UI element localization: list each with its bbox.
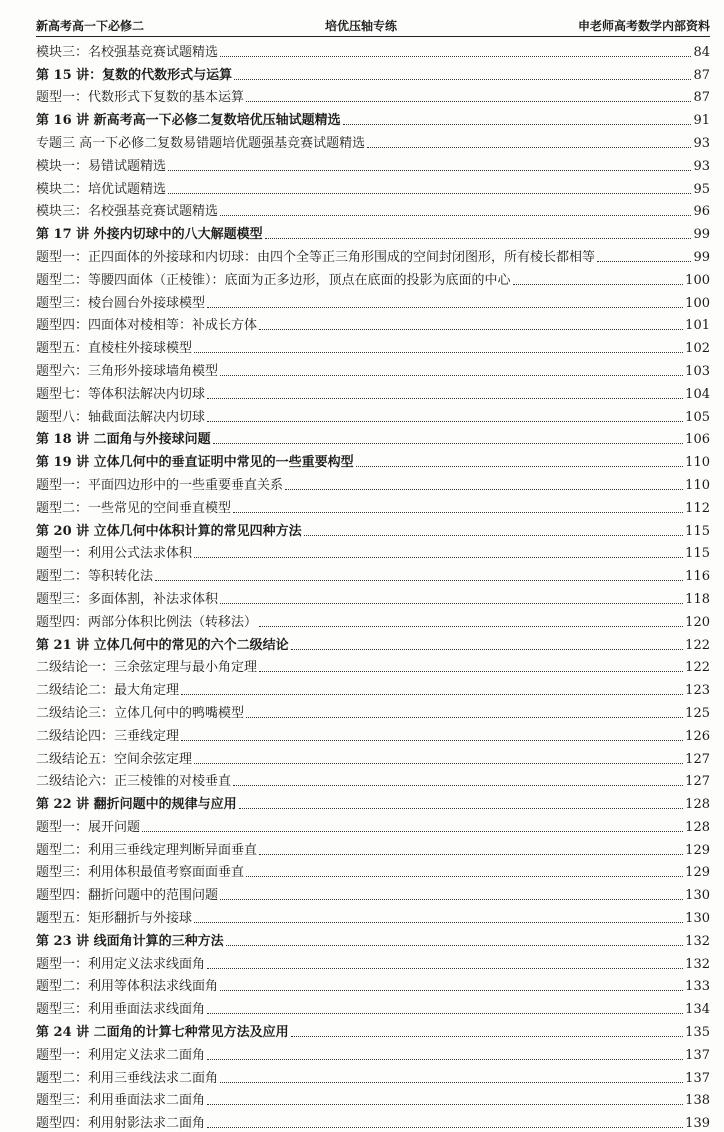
dot-leader [220,215,691,216]
toc-item-row[interactable] [36,312,710,335]
dot-leader [207,968,683,969]
dot-leader [285,489,683,490]
toc-item-row[interactable] [36,836,710,859]
toc-item-row[interactable] [36,38,710,61]
toc-page-number: 132 [685,933,710,949]
toc-page-number: 100 [685,272,710,288]
toc-entry-title: 题型六：三角形外接球墙角模型 [36,363,219,379]
toc-entry-title: 模块一：易错试题精选 [36,158,167,174]
toc-lecture-row[interactable] [36,517,710,540]
toc-entry-title: 题型八：轴截面法解决内切球 [36,409,206,425]
toc-page-number: 87 [693,67,710,83]
toc-item-row[interactable] [36,973,710,996]
toc-entry-title: 第 17 讲 外接内切球中的八大解题模型 [36,227,263,243]
toc-page-number: 137 [685,1070,710,1086]
toc-page-number: 115 [685,523,710,539]
toc-entry-title: 二级结论四：三垂线定理 [36,728,180,744]
toc-item-row[interactable] [36,585,710,608]
dot-leader [168,193,691,194]
toc-lecture-row[interactable] [36,106,710,129]
dot-leader [181,694,683,695]
dot-leader [194,922,683,923]
toc-item-row[interactable] [36,881,710,904]
toc-page-number: 95 [693,181,710,197]
dot-leader [291,1036,684,1037]
dot-leader [234,79,691,80]
toc-page-number: 139 [685,1116,710,1132]
toc-lecture-row[interactable] [36,927,710,950]
dot-leader [194,352,683,353]
toc-entry-title: 题型三：多面体割，补法求体积 [36,591,219,607]
header-center: 培优压轴专练 [324,18,397,33]
toc-page-number: 99 [693,249,710,265]
dot-leader [207,421,683,422]
toc-entry-title: 题型一：代数形式下复数的基本运算 [36,90,245,106]
toc-page-number: 127 [685,774,710,790]
toc-entry-title: 第 20 讲 立体几何中体积计算的常见四种方法 [36,523,302,539]
toc-item-row[interactable] [36,950,710,973]
toc-entry-title: 二级结论五：空间余弦定理 [36,751,193,767]
toc-item-row[interactable] [36,1041,710,1064]
toc-entry-title: 题型七：等体积法解决内切球 [36,386,206,402]
toc-page-number: 134 [685,1002,710,1018]
toc-entry-title: 二级结论三：立体几何中的鸭嘴模型 [36,705,245,721]
toc-page-number: 106 [685,432,710,448]
page-header [36,14,710,36]
toc-entry-title: 模块三：名校强基竞赛试题精选 [36,44,219,60]
toc-lecture-row[interactable] [36,1018,710,1041]
toc-item-row[interactable] [36,1087,710,1110]
toc-item-row[interactable] [36,859,710,882]
toc-page-number: 105 [685,409,710,425]
dot-leader [226,945,684,946]
toc-lecture-row[interactable] [36,448,710,471]
toc-item-row[interactable] [36,768,710,791]
toc-item-row[interactable] [36,243,710,266]
dot-leader [194,763,683,764]
toc-page-number: 122 [685,637,710,653]
table-of-contents [36,38,710,1132]
toc-entry-title: 题型三：棱台圆台外接球模型 [36,295,206,311]
dot-leader [155,580,683,581]
toc-page-number: 115 [685,546,710,562]
dot-leader [343,124,692,125]
dot-leader [220,899,683,900]
toc-entry-title: 模块三：名校强基竞赛试题精选 [36,204,219,220]
toc-entry-title: 题型二：利用等体积法求线面角 [36,979,219,995]
toc-entry-title: 题型四：两部分体积比例法（转移法） [36,614,258,630]
toc-item-row[interactable] [36,84,710,107]
toc-page-number: 84 [693,44,710,60]
toc-page-number: 127 [685,751,710,767]
toc-entry-title: 题型一：平面四边形中的一些重要垂直关系 [36,477,284,493]
toc-page-number: 129 [685,842,710,858]
dot-leader [259,854,683,855]
toc-item-row[interactable] [36,904,710,927]
toc-lecture-row[interactable] [36,220,710,243]
dot-leader [207,307,683,308]
toc-page-number: 110 [685,455,710,471]
toc-page-number: 103 [685,363,710,379]
dot-leader [233,785,683,786]
toc-lecture-row[interactable] [36,790,710,813]
toc-page-number: 130 [685,911,710,927]
dot-leader [220,375,683,376]
dot-leader [246,876,683,877]
toc-entry-title: 第 23 讲 线面角计算的三种方法 [36,933,224,949]
toc-entry-title: 题型一：正四面体的外接球和内切球：由四个全等正三角形围成的空间封闭图形，所有棱长都相等 [36,249,596,265]
toc-entry-title: 题型三：利用垂面法求二面角 [36,1093,206,1109]
toc-entry-title: 第 19 讲 立体几何中的垂直证明中常见的一些重要构型 [36,455,354,471]
header-right: 申老师高考数学内部资料 [577,18,710,33]
toc-entry-title: 第 24 讲 二面角的计算七种常见方法及应用 [36,1025,289,1041]
toc-page-number: 96 [693,204,710,220]
toc-entry-title: 二级结论六：正三棱锥的对棱垂直 [36,774,232,790]
dot-leader [356,466,684,467]
toc-page-number: 102 [685,341,710,357]
dot-leader [239,808,684,809]
dot-leader [220,990,683,991]
toc-item-row[interactable] [36,380,710,403]
toc-entry-title: 题型一：利用定义法求二面角 [36,1047,206,1063]
toc-entry-title: 题型四：四面体对棱相等：补成长方体 [36,318,258,334]
toc-page-number: 112 [685,500,710,516]
toc-item-row[interactable] [36,540,710,563]
toc-page-number: 135 [685,1025,710,1041]
toc-page-number: 100 [685,295,710,311]
dot-leader [207,1059,683,1060]
dot-leader [213,443,684,444]
toc-item-row[interactable] [36,494,710,517]
dot-leader [220,603,683,604]
toc-item-row[interactable] [36,562,710,585]
toc-entry-title: 题型二：利用三垂线法求二面角 [36,1070,219,1086]
toc-page-number: 137 [685,1047,710,1063]
toc-entry-title: 专题三 高一下必修二复数易错题培优题强基竞赛试题精选 [36,135,366,151]
toc-lecture-row[interactable] [36,631,710,654]
toc-entry-title: 题型三：利用体积最值考察面面垂直 [36,865,245,881]
toc-entry-title: 题型一：利用公式法求体积 [36,546,193,562]
toc-page-number: 101 [685,318,710,334]
toc-item-row[interactable] [36,608,710,631]
toc-item-row[interactable] [36,289,710,312]
toc-page-number: 118 [685,591,710,607]
toc-item-row[interactable] [36,1109,710,1132]
toc-item-row[interactable] [36,152,710,175]
toc-item-row[interactable] [36,1064,710,1087]
dot-leader [513,284,684,285]
dot-leader [194,557,683,558]
toc-item-row[interactable] [36,676,710,699]
dot-leader [246,101,691,102]
dot-leader [168,170,691,171]
toc-entry-title: 题型五：矩形翻折与外接球 [36,911,193,927]
toc-lecture-row[interactable] [36,426,710,449]
toc-entry-title: 第 18 讲 二面角与外接球问题 [36,432,211,448]
toc-entry-title: 题型二：利用三垂线定理判断异面垂直 [36,842,258,858]
dot-leader [207,1127,683,1128]
toc-page-number: 125 [685,705,710,721]
toc-page-number: 128 [685,819,710,835]
toc-page-number: 129 [685,865,710,881]
dot-leader [259,329,683,330]
toc-page-number: 93 [693,158,710,174]
toc-entry-title: 题型二：一些常见的空间垂直模型 [36,500,232,516]
dot-leader [367,147,691,148]
toc-page-number: 138 [685,1093,710,1109]
dot-leader [259,671,683,672]
toc-item-row[interactable] [36,357,710,380]
toc-page-number: 116 [685,569,710,585]
dot-leader [220,1082,683,1083]
toc-entry-title: 第 21 讲 立体几何中的常见的六个二级结论 [36,637,289,653]
dot-leader [259,626,683,627]
toc-entry-title: 第 22 讲 翻折问题中的规律与应用 [36,797,237,813]
toc-entry-title: 题型二：等积转化法 [36,569,154,585]
toc-item-row[interactable] [36,722,710,745]
dot-leader [142,831,683,832]
toc-entry-title: 题型四：翻折问题中的范围问题 [36,888,219,904]
toc-entry-title: 第 16 讲 新高考高一下必修二复数培优压轴试题精选 [36,113,341,129]
toc-page-number: 104 [685,386,710,402]
dot-leader [207,1104,683,1105]
toc-page-number: 130 [685,888,710,904]
toc-item-row[interactable] [36,699,710,722]
dot-leader [233,512,683,513]
toc-entry-title: 二级结论二：最大角定理 [36,683,180,699]
toc-item-row[interactable] [36,471,710,494]
toc-item-row[interactable] [36,334,710,357]
toc-page-number: 110 [685,477,710,493]
toc-entry-title: 二级结论一：三余弦定理与最小角定理 [36,660,258,676]
toc-item-row[interactable] [36,129,710,152]
dot-leader [181,740,683,741]
toc-page-number: 91 [693,113,710,129]
toc-entry-title: 题型一：展开问题 [36,819,141,835]
toc-entry-title: 题型三：利用垂面法求线面角 [36,1002,206,1018]
toc-item-row[interactable] [36,995,710,1018]
toc-page-number: 99 [693,227,710,243]
toc-entry-title: 题型一：利用定义法求线面角 [36,956,206,972]
dot-leader [220,56,691,57]
dot-leader [291,649,684,650]
toc-page-number: 87 [693,90,710,106]
toc-entry-title: 模块二：培优试题精选 [36,181,167,197]
toc-page-number: 120 [685,614,710,630]
toc-item-row[interactable] [36,175,710,198]
dot-leader [246,717,683,718]
header-left: 新高考高一下必修二 [36,18,145,33]
dot-leader [207,398,683,399]
toc-page-number: 128 [685,797,710,813]
toc-page-number: 93 [693,135,710,151]
dot-leader [304,535,684,536]
toc-entry-title: 题型五：直棱柱外接球模型 [36,341,193,357]
toc-entry-title: 题型二：等腰四面体（正棱锥）：底面为正多边形，顶点在底面的投影为底面的中心 [36,272,511,288]
toc-item-row[interactable] [36,266,710,289]
toc-page-number: 132 [685,956,710,972]
dot-leader [265,238,692,239]
toc-lecture-row[interactable] [36,61,710,84]
toc-item-row[interactable] [36,403,710,426]
toc-item-row[interactable] [36,745,710,768]
toc-entry-title: 第 15 讲：复数的代数形式与运算 [36,67,233,83]
toc-page-number: 126 [685,728,710,744]
toc-page-number: 123 [685,683,710,699]
header-rule [36,36,710,37]
toc-item-row[interactable] [36,813,710,836]
dot-leader [597,261,691,262]
toc-page-number: 122 [685,660,710,676]
toc-item-row[interactable] [36,198,710,221]
dot-leader [207,1013,683,1014]
toc-entry-title: 题型四：利用射影法求二面角 [36,1116,206,1132]
toc-item-row[interactable] [36,654,710,677]
toc-page-number: 133 [685,979,710,995]
